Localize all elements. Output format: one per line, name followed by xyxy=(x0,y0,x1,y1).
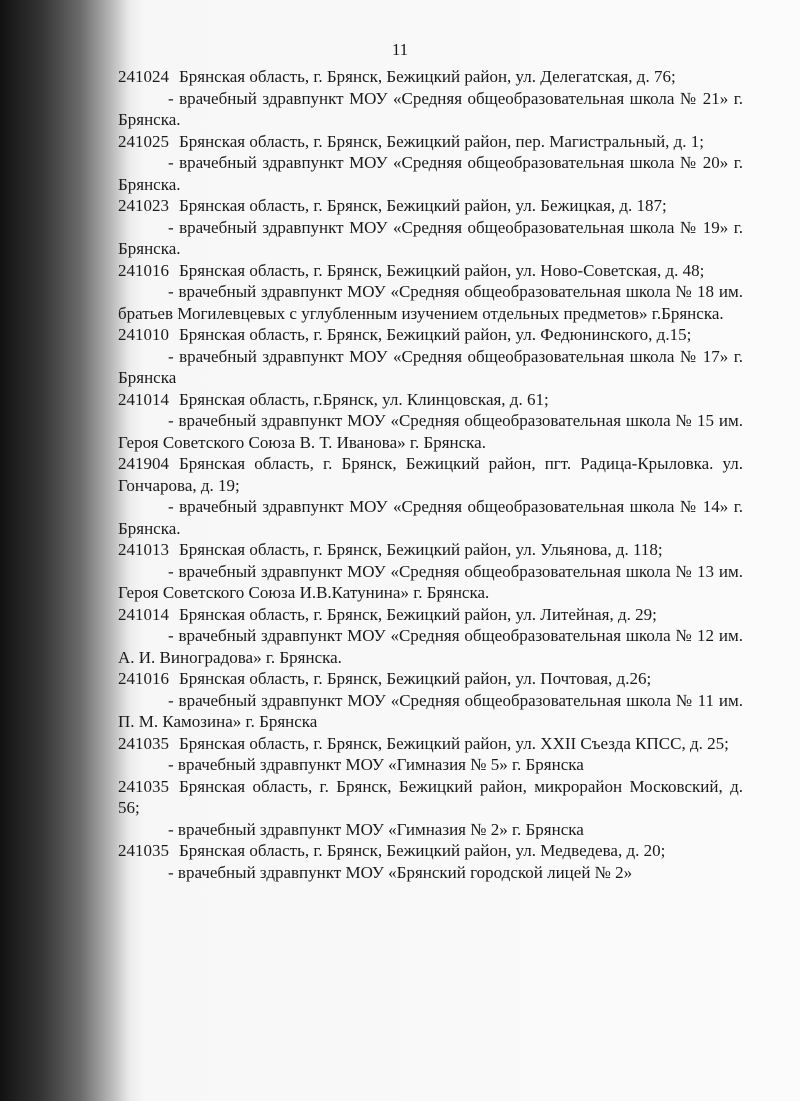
entry xyxy=(118,668,743,733)
entry xyxy=(118,840,743,883)
institution: - врачебный здравпункт МОУ «Средняя общеобразовательная школа № 17» г. Брянска xyxy=(118,346,743,387)
entry-address-line xyxy=(118,324,743,346)
institution: - врачебный здравпункт МОУ «Средняя общеобразовательная школа № 15 им. Героя Советского Союза В. Т. Иванова» г. Брянска. xyxy=(118,411,743,452)
postal-index: 241904 xyxy=(118,454,169,473)
entry-address-line xyxy=(118,668,743,690)
entry xyxy=(118,131,743,196)
postal-index: 241010 xyxy=(118,325,169,344)
entry-address-line xyxy=(118,840,743,862)
institution: - врачебный здравпункт МОУ «Брянский городской лицей № 2» xyxy=(168,862,633,882)
address: Брянская область, г. Брянск, Бежицкий район, микрорайон Московский, д. 56; xyxy=(118,776,743,817)
postal-index: 241016 xyxy=(118,669,169,688)
entry xyxy=(118,389,743,454)
institution: - врачебный здравпункт МОУ «Средняя общеобразовательная школа № 13 им. Героя Советского Союза И.В.Катунина» г. Брянска. xyxy=(118,561,743,602)
entry xyxy=(118,324,743,389)
entry xyxy=(118,776,743,841)
institution: - врачебный здравпункт МОУ «Средняя общеобразовательная школа № 21» г. Брянска. xyxy=(118,88,743,129)
address: Брянская область, г. Брянск, Бежицкий район, ул. Медведева, д. 20; xyxy=(179,841,666,860)
entry-address-line xyxy=(118,453,743,496)
address: Брянская область, г. Брянск, Бежицкий район, ул. Бежицкая, д. 187; xyxy=(179,196,667,215)
address: Брянская область, г. Брянск, Бежицкий район, ул. Ново-Советская, д. 48; xyxy=(179,260,705,280)
entry-address-line xyxy=(118,260,743,282)
entry-address-line xyxy=(118,776,743,819)
entry-address-line xyxy=(118,66,743,88)
entry-address-line xyxy=(118,539,743,561)
institution: - врачебный здравпункт МОУ «Гимназия № 2» г. Брянска xyxy=(168,819,584,839)
institution: - врачебный здравпункт МОУ «Средняя общеобразовательная школа № 19» г. Брянска. xyxy=(118,217,743,258)
address: Брянская область, г. Брянск, Бежицкий район, ул. Делегатская, д. 76; xyxy=(179,67,676,86)
entry-address-line xyxy=(118,389,743,411)
entry-address-line xyxy=(118,131,743,153)
postal-index: 241014 xyxy=(118,389,169,409)
postal-index: 241014 xyxy=(118,604,169,624)
address: Брянская область, г. Брянск, Бежицкий район, ул. Почтовая, д.26; xyxy=(179,669,652,688)
postal-index: 241016 xyxy=(118,260,169,280)
postal-index: 241023 xyxy=(118,196,169,215)
address: Брянская область, г. Брянск, Бежицкий район, пгт. Радица-Крыловка. ул. Гончарова, д. 19; xyxy=(118,454,743,495)
entry xyxy=(118,539,743,604)
postal-index: 241013 xyxy=(118,540,169,559)
address: Брянская область, г. Брянск, Бежицкий район, ул. XXII Съезда КПСС, д. 25; xyxy=(179,733,729,753)
entry xyxy=(118,66,743,131)
entry xyxy=(118,453,743,539)
address: Брянская область, г. Брянск, Бежицкий район, ул. Федюнинского, д.15; xyxy=(179,325,692,344)
address: Брянская область, г. Брянск, Бежицкий район, ул. Литейная, д. 29; xyxy=(179,604,657,624)
institution: - врачебный здравпункт МОУ «Средняя общеобразовательная школа № 14» г. Брянска. xyxy=(118,497,743,538)
entry xyxy=(118,260,743,325)
postal-index: 241035 xyxy=(118,776,169,796)
postal-index: 241024 xyxy=(118,67,169,86)
entry-address-line xyxy=(118,733,743,755)
institution: - врачебный здравпункт МОУ «Средняя общеобразовательная школа № 12 им. А. И. Виноградова» г. Брянска. xyxy=(118,626,743,667)
entry xyxy=(118,604,743,669)
entry-address-line xyxy=(118,195,743,217)
address: Брянская область, г.Брянск, ул. Клинцовская, д. 61; xyxy=(179,389,549,409)
entry-address-line xyxy=(118,604,743,626)
institution: - врачебный здравпункт МОУ «Средняя общеобразовательная школа № 18 им. братьев Могилевцевых с углубленным изучением отдельных предметов» г.Брянска. xyxy=(118,282,743,323)
institution: - врачебный здравпункт МОУ «Гимназия № 5» г. Брянска xyxy=(168,755,584,774)
postal-index: 241025 xyxy=(118,131,169,151)
page-number: 11 xyxy=(391,40,409,59)
entry xyxy=(118,733,743,776)
entry xyxy=(118,195,743,260)
address: Брянская область, г. Брянск, Бежицкий район, пер. Магистральный, д. 1; xyxy=(179,131,705,151)
postal-index: 241035 xyxy=(118,733,169,753)
institution: - врачебный здравпункт МОУ «Средняя общеобразовательная школа № 11 им. П. М. Камозина» г. Брянска xyxy=(118,690,743,731)
entries-list xyxy=(118,66,743,883)
address: Брянская область, г. Брянск, Бежицкий район, ул. Ульянова, д. 118; xyxy=(179,540,663,559)
postal-index: 241035 xyxy=(118,841,169,860)
institution: - врачебный здравпункт МОУ «Средняя общеобразовательная школа № 20» г. Брянска. xyxy=(118,153,743,194)
